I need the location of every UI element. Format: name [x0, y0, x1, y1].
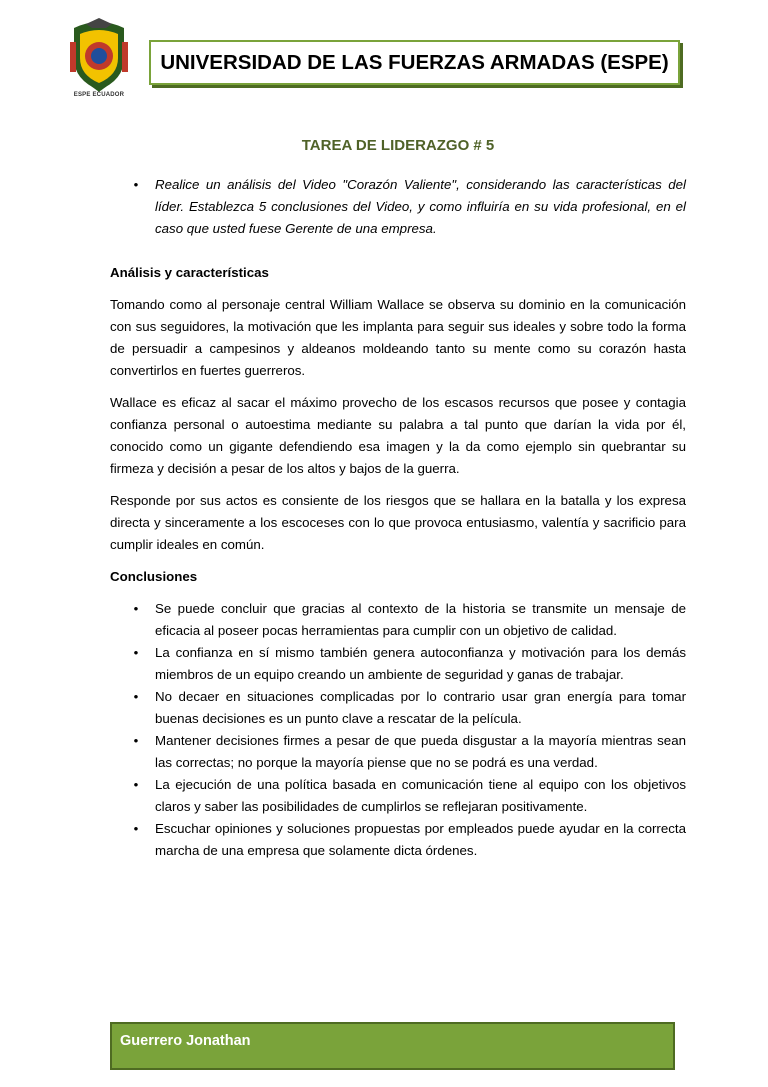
- list-item: [110, 686, 686, 730]
- document-body: [110, 174, 686, 862]
- bullet-icon: •: [133, 733, 139, 748]
- crest-icon: [66, 18, 132, 92]
- author-name: Guerrero Jonathan: [120, 1033, 251, 1049]
- list-item: [110, 642, 686, 686]
- analysis-paragraph: Responde por sus actos es consiente de los riesgos que se hallara en la batalla y los expresa directa y sinceramente a los escoceses con lo que provoca entusiasmo, valentía y sacrificio para cumplir ideales en común.: [110, 493, 686, 552]
- bullet-icon: •: [133, 177, 139, 192]
- footer-bar: [110, 1022, 675, 1070]
- list-item: [110, 730, 686, 774]
- analysis-paragraph: Wallace es eficaz al sacar el máximo provecho de los escasos recursos que posee y contagia confianza personal o autoestima mediante su palabra a tal punto que darían la vida por él, conocido como un gigante defendiendo esa imagen y la da como ejemplo sin quebrantar su firmeza y decisión a pesar de los altos y bajos de la guerra.: [110, 395, 686, 476]
- document-title: TAREA DE LIDERAZGO # 5: [301, 137, 495, 154]
- conclusion-text: Mantener decisiones firmes a pesar de que pueda disgustar a la mayoría mientras sean las correctas; no porque la mayoría piense que no se podrá es una verdad.: [155, 733, 686, 770]
- bullet-icon: •: [133, 601, 139, 616]
- conclusion-text: Escuchar opiniones y soluciones propuestas por empleados puede ayudar en la correcta marcha de una empresa que solamente dicta órdenes.: [155, 821, 686, 858]
- conclusions-list: [110, 598, 686, 862]
- bullet-icon: •: [133, 821, 139, 836]
- task-text: Realice un análisis del Video "Corazón Valiente", considerando las características del líder. Establezca 5 conclusiones del Video, y como influiría en su vida profesional, en el caso que usted fuese Gerente de una empresa.: [155, 177, 686, 236]
- bullet-icon: •: [133, 645, 139, 660]
- analysis-paragraph: Tomando como al personaje central William Wallace se observa su dominio en la comunicación con sus seguidores, la motivación que les implanta para seguir sus ideales y sobre todo la forma de persuadir a campesinos y aldeanos moldeando tanto su mente como su corazón hasta convertirlos en fuertes guerreros.: [110, 297, 686, 378]
- logo-caption: ESPE ECUADOR: [73, 92, 125, 98]
- conclusion-text: La confianza en sí mismo también genera autoconfianza y motivación para los demás miembros de un equipo creando un ambiente de seguridad y ganas de trabajar.: [155, 645, 686, 682]
- task-list: [110, 174, 686, 240]
- analysis-heading: Análisis y características: [110, 265, 269, 280]
- university-name: UNIVERSIDAD DE LAS FUERZAS ARMADAS (ESPE): [160, 50, 669, 74]
- list-item: [110, 774, 686, 818]
- list-item: [110, 598, 686, 642]
- conclusion-text: La ejecución de una política basada en comunicación tiene al equipo con los objetivos claros y saber las posibilidades de cumplirlos se reflejaran positivamente.: [155, 777, 686, 814]
- bullet-icon: •: [133, 689, 139, 704]
- conclusions-heading: Conclusiones: [110, 569, 198, 584]
- conclusion-text: No decaer en situaciones complicadas por lo contrario usar gran energía para tomar buenas decisiones es un punto clave a rescatar de la película.: [155, 689, 686, 726]
- conclusion-text: Se puede concluir que gracias al contexto de la historia se transmite un mensaje de eficacia al poseer pocas herramientas para cumplir con un objetivo de calidad.: [155, 601, 686, 638]
- task-item: [110, 174, 686, 240]
- list-item: [110, 818, 686, 862]
- university-header: [149, 40, 680, 85]
- bullet-icon: •: [133, 777, 139, 792]
